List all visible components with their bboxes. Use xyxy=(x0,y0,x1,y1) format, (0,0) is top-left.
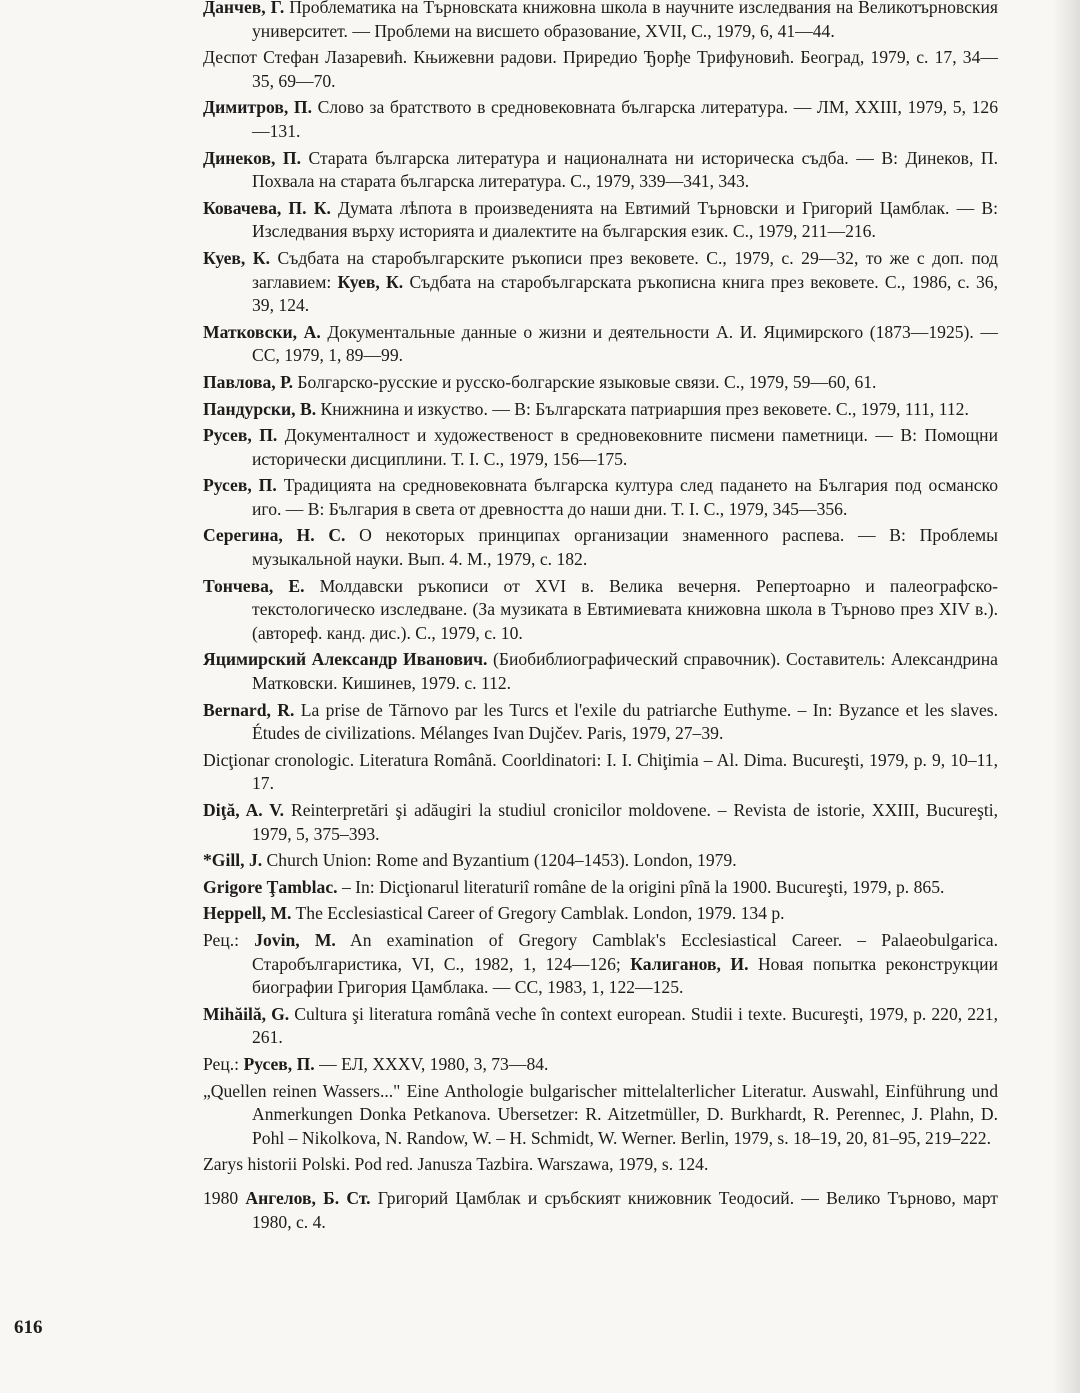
entry-text: Традицията на средновековната българска култура след падането на България под османско иго. — В: България в света от древността до наши дни. Т. I. С., 1979, 345—356. xyxy=(252,475,998,519)
entry-text: Слово за братството в средновековната българска литература. — ЛМ, XXIII, 1979, 5, 126—131. xyxy=(252,97,998,141)
entry-text: Старата българска литература и националната ни историческа съдба. — В: Динеков, П. Похвала на старата българска литература. С., 1979, 339—341, 343. xyxy=(252,147,998,192)
entry-prefix: 1980 xyxy=(203,1187,246,1208)
entry-text: La prise de Tărnovo par les Turcs et l'exile du patriarche Euthyme. – In: Byzance et les slaves. Études de civilizations. Mélanges Ivan Dujčev. Paris, 1979, 27–39. xyxy=(252,699,998,744)
entry-text: Съдбата на старобългарските ръкописи през вековете. С., 1979, с. 29—32, то же с доп. под заглавием: xyxy=(252,247,998,292)
bibliography-entry xyxy=(203,524,998,571)
entry-text: Zarys historii Polski. Pod red. Janusza Tazbira. Warszawa, 1979, s. 124. xyxy=(203,1154,709,1175)
entry-author: Heppell, M. xyxy=(203,903,292,924)
bibliography-entry xyxy=(203,371,998,395)
bibliography-entry xyxy=(203,575,998,646)
bibliography-entry xyxy=(203,424,998,471)
entry-text: Cultura şi literatura română veche în context european. Studii i texte. Bucureşti, 1979, p. 220, 221, 261. xyxy=(252,1003,999,1048)
bibliography-entry xyxy=(203,1003,998,1050)
page-number: 616 xyxy=(14,1317,43,1338)
bibliography-entry xyxy=(203,902,998,926)
entry-author: Тончева, Е. xyxy=(203,575,305,596)
entry-author: Куев, К. xyxy=(203,247,270,268)
entry-author: Русев, П. xyxy=(203,425,278,446)
bibliography-entry xyxy=(203,147,998,194)
entry-author: Mihăilă, G. xyxy=(203,1003,290,1024)
entry-text: Reinterpretări şi adăugiri la studiul cronicilor moldovene. – Revista de istorie, XXIII, Bucureşti, 1979, 5, 375–393. xyxy=(252,800,998,844)
entry-text: Dicţionar cronologic. Literatura Română. Coorldinatori: I. I. Chiţimia – Al. Dima. Bucureşti, 1979, p. 9, 10–11, 17. xyxy=(203,749,998,794)
entry-author: Ангелов, Б. Ст. xyxy=(245,1187,371,1208)
entry-text: Проблематика на Търновската книжовна школа в научните изследвания на Великотърновския университет. — Проблеми на висшето образование, XVII, С., 1979, 6, 41—44. xyxy=(252,0,998,41)
entry-text: An examination of Gregory Camblak's Ecclesiastical Career. – Palaeobulgarica. Старобългаристика, VI, С., 1982, 1, 124—126; xyxy=(252,929,998,974)
entry-author: Jovin, M. xyxy=(254,929,336,950)
entry-author: Серегина, Н. С. xyxy=(203,525,346,546)
entry-text: Болгарско-русские и русско-болгарские языковые связи. С., 1979, 59—60, 61. xyxy=(293,371,877,392)
bibliography-entry xyxy=(203,0,998,43)
entry-text: The Ecclesiastical Career of Gregory Camblak. London, 1979. 134 p. xyxy=(291,903,785,924)
entry-text: Молдавски ръкописи от XVI в. Велика вечерня. Репертоарно и палеографско-текстологическо изследване. (За музиката в Евтимиевата книжовна школа в Търново през XIV в.). (автореф. канд. дис.). С., 1979, с. 10. xyxy=(252,575,998,643)
entry-author: Куев, К. xyxy=(337,271,404,292)
bibliography-entry xyxy=(203,197,998,244)
entry-text: Думата лѣпота в произведенията на Евтимий Търновски и Григорий Цамблак. — В: Изследвания върху историята и диалектите на българския език. С., 1979, 211—216. xyxy=(252,197,999,242)
entry-author: Пандурски, В. xyxy=(203,398,317,419)
bibliography-entry xyxy=(203,876,998,900)
entry-author: Динеков, П. xyxy=(203,147,301,168)
bibliography-entry xyxy=(203,1080,998,1151)
entry-author: *Gill, J. xyxy=(203,850,263,871)
entry-text: Church Union: Rome and Byzantium (1204–1453). London, 1979. xyxy=(262,850,737,871)
bibliography-entry xyxy=(203,849,998,873)
entry-author: Diţă, A. V. xyxy=(203,800,285,820)
bibliography-entry xyxy=(203,96,998,143)
entry-prefix: Рец.: xyxy=(203,929,255,950)
entry-text: Документальные данные о жизни и деятельности А. И. Яцимирского (1873—1925). — СС, 1979, 1, 89—99. xyxy=(252,321,998,366)
entry-author: Ковачева, П. К. xyxy=(203,197,331,218)
entry-author: Bernard, R. xyxy=(203,699,295,720)
entry-text: Съдбата на старобългарската ръкописна книга през вековете. С., 1986, с. 36, 39, 124. xyxy=(252,271,998,316)
entry-author: Русев, П. xyxy=(203,475,277,496)
bibliography-entry xyxy=(203,1187,998,1234)
bibliography-entry xyxy=(203,699,998,746)
entry-text: Деспот Стефан Лазаревић. Књижевни радови. Приредио Ђорђе Трифуновић. Београд, 1979, с. 17, 34—35, 69—70. xyxy=(203,47,998,91)
bibliography-entry xyxy=(203,1153,998,1177)
entry-text: Новая попытка реконструкции биографии Григория Цамблака. — СС, 1983, 1, 122—125. xyxy=(252,953,998,998)
entry-author: Яцимирский Александр Иванович. xyxy=(203,649,488,670)
bibliography-entry xyxy=(203,648,998,695)
entry-text: (Биобиблиографический справочник). Составитель: Александрина Матковски. Кишинев, 1979. с. 112. xyxy=(252,649,998,694)
bibliography-entry xyxy=(203,799,998,846)
entry-text: О некоторых принципах организации знаменного распева. — В: Проблемы музыкальной науки. Вып. 4. М., 1979, с. 182. xyxy=(252,525,998,570)
bibliography-list xyxy=(203,0,998,1237)
bibliography-entry xyxy=(203,46,998,93)
entry-text: Документалност и художественост в средновековните писмени паметници. — В: Помощни исторически дисциплини. Т. I. С., 1979, 156—175. xyxy=(252,425,998,469)
entry-author: Матковски, А. xyxy=(203,321,321,342)
entry-text: „Quellen reinen Wassers..." Eine Anthologie bulgarischer mittelalterlicher Literatur. Auswahl, Einführung und Anmerkungen Donka Petkanova. Ubersetzer: R. Aitzetmüller, D. Burkhardt, R. Perennec, J. Plahn, D. Pohl – Nikolkova, N. Randow, W. – H. Schmidt, W. Werner. Berlin, 1979, s. 18–19, 20, 81–95, 219–222. xyxy=(203,1080,998,1148)
entry-author: Русев, П. xyxy=(243,1053,315,1074)
entry-author: Калиганов, И. xyxy=(630,953,749,974)
entry-text: Григорий Цамблак и сръбският книжовник Теодосий. — Велико Търново, март 1980, с. 4. xyxy=(252,1187,998,1232)
page-edge-shadow xyxy=(1052,0,1080,1393)
entry-text: – In: Dicţionarul literaturiî române de la origini pînă la 1900. Bucureşti, 1979, p. 865. xyxy=(337,876,945,897)
entry-author: Димитров, П. xyxy=(203,97,312,118)
bibliography-entry xyxy=(203,749,998,796)
bibliography-entry xyxy=(203,474,998,521)
bibliography-entry xyxy=(203,247,998,318)
bibliography-entry xyxy=(203,929,998,1000)
bibliography-entry xyxy=(203,1053,998,1077)
bibliography-entry xyxy=(203,321,998,368)
bibliography-entry xyxy=(203,398,998,422)
entry-author: Данчев, Г. xyxy=(203,0,285,17)
entry-author: Grigore Ţamblac. xyxy=(203,876,338,897)
entry-author: Павлова, Р. xyxy=(203,371,294,392)
entry-prefix: Рец.: xyxy=(203,1053,244,1074)
entry-text: Книжнина и изкуство. — В: Българската патриаршия през вековете. С., 1979, 111, 112. xyxy=(316,398,969,419)
entry-text: — ЕЛ, XXXV, 1980, 3, 73—84. xyxy=(314,1053,549,1074)
